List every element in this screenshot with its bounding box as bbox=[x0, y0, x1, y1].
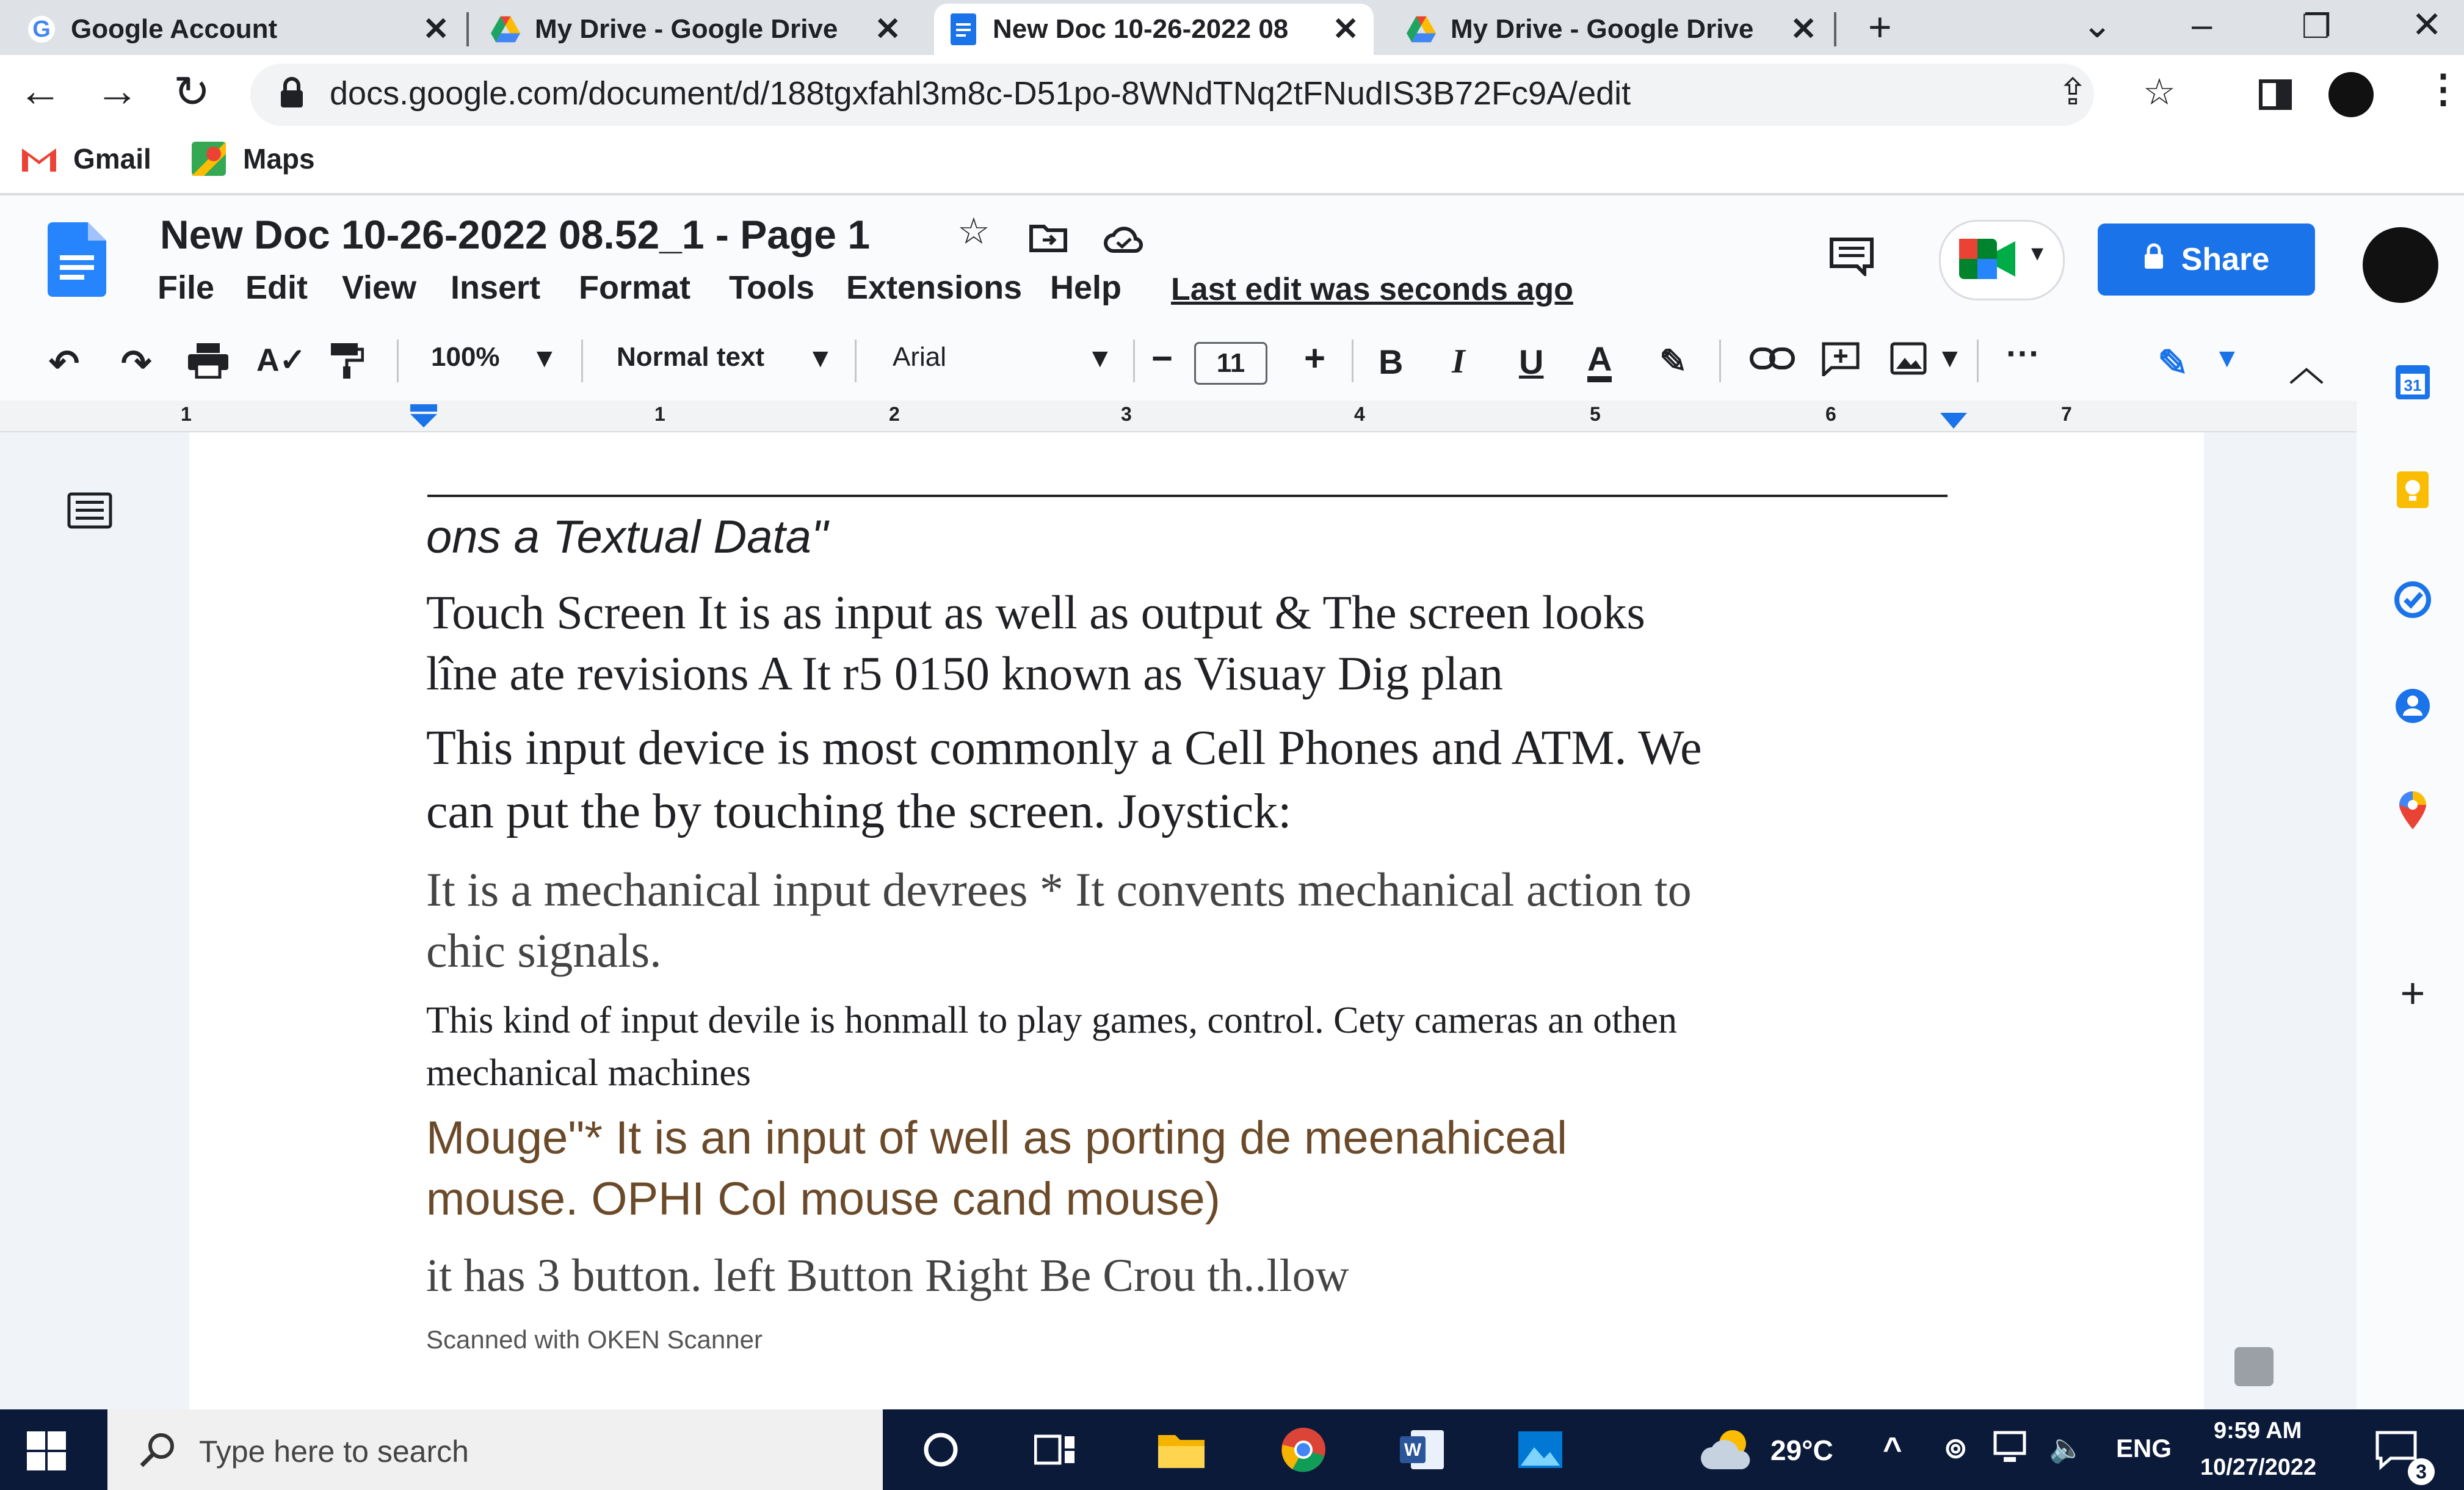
paragraph-line[interactable]: Mouge"* It is an input of well as porting de meenahiceal bbox=[426, 1112, 1567, 1164]
paragraph-line[interactable]: chic signals. bbox=[426, 924, 662, 977]
tasks-icon[interactable] bbox=[2393, 580, 2432, 619]
toolbar-divider bbox=[855, 340, 857, 382]
chrome-taskbar-icon[interactable] bbox=[1276, 1424, 1331, 1475]
hide-menus-chevron-up-icon[interactable]: ︿ bbox=[2289, 349, 2324, 388]
forward-arrow-icon[interactable]: → bbox=[95, 67, 139, 115]
decrease-font-size-button[interactable]: − bbox=[1151, 338, 1173, 379]
bookmark-star-icon[interactable]: ☆ bbox=[2143, 71, 2176, 112]
ruler-number: 6 bbox=[1825, 403, 1836, 425]
paragraph-style-select[interactable]: Normal text bbox=[617, 342, 765, 372]
menu-file[interactable]: File bbox=[158, 269, 215, 306]
gmail-icon bbox=[22, 142, 56, 176]
ruler-number: 4 bbox=[1354, 403, 1365, 425]
bold-button[interactable]: B bbox=[1379, 343, 1404, 381]
search-placeholder: Type here to search bbox=[199, 1434, 469, 1469]
chevron-down-icon[interactable]: ▼ bbox=[1937, 343, 1963, 373]
redo-icon[interactable]: ↷ bbox=[121, 343, 152, 383]
toolbar-divider bbox=[1352, 340, 1353, 382]
clock-time[interactable]: 9:59 AM bbox=[2214, 1418, 2302, 1444]
svg-text:G: G bbox=[32, 16, 51, 42]
paragraph-line[interactable]: can put the by touching the screen. Joystick: bbox=[426, 785, 1292, 838]
insert-link-icon[interactable] bbox=[1750, 342, 1795, 379]
ruler bbox=[0, 401, 2357, 432]
cortana-icon[interactable] bbox=[913, 1424, 968, 1475]
windows-taskbar bbox=[0, 1409, 2464, 1490]
tray-chevron-up-icon[interactable]: ^ bbox=[1883, 1431, 1902, 1467]
paragraph-line[interactable]: Touch Screen It is as input as well as output & The screen looks bbox=[426, 586, 1645, 639]
close-tab-icon[interactable]: ✕ bbox=[1790, 12, 1817, 47]
meet-icon bbox=[1959, 239, 2018, 282]
share-label: Share bbox=[2181, 242, 2270, 277]
svg-text:W: W bbox=[1404, 1440, 1422, 1460]
increase-font-size-button[interactable]: + bbox=[1304, 338, 1326, 379]
indent-marker-icon[interactable] bbox=[408, 403, 440, 432]
omnibox[interactable] bbox=[250, 64, 2176, 126]
clock-date[interactable]: 10/27/2022 bbox=[2200, 1455, 2317, 1480]
font-select[interactable]: Arial bbox=[893, 342, 947, 372]
bookmark-maps[interactable] bbox=[192, 142, 315, 176]
close-tab-icon[interactable]: ✕ bbox=[874, 12, 901, 47]
paragraph-line[interactable]: it has 3 button. left Button Right Be Crou th..llow bbox=[426, 1250, 1349, 1301]
contacts-icon[interactable] bbox=[2393, 686, 2432, 725]
profile-avatar[interactable] bbox=[2328, 72, 2374, 117]
menu-help[interactable]: Help bbox=[1050, 269, 1122, 306]
back-arrow-icon[interactable]: ← bbox=[18, 67, 62, 115]
spellcheck-icon[interactable]: A✓ bbox=[256, 343, 306, 378]
menu-insert[interactable]: Insert bbox=[451, 269, 541, 306]
ruler-number: 1 bbox=[654, 403, 665, 425]
address-bar-row bbox=[0, 55, 2464, 134]
comments-icon[interactable] bbox=[1829, 237, 1874, 276]
menu-format[interactable]: Format bbox=[579, 269, 691, 306]
bookmark-label: Gmail bbox=[73, 143, 151, 175]
add-addon-plus-icon[interactable]: + bbox=[2400, 969, 2426, 1017]
tab-separator bbox=[466, 12, 469, 46]
notification-badge: 3 bbox=[2408, 1458, 2435, 1485]
side-panel-icon[interactable] bbox=[2259, 79, 2292, 110]
formatting-toolbar bbox=[0, 324, 2357, 401]
undo-icon[interactable]: ↶ bbox=[49, 343, 80, 383]
google-g-icon bbox=[27, 15, 56, 44]
document-title[interactable]: New Doc 10-26-2022 08.52_1 - Page 1 bbox=[160, 212, 871, 257]
cloud-saved-icon[interactable] bbox=[1104, 220, 1144, 262]
italic-button[interactable]: I bbox=[1452, 343, 1465, 380]
maps-pin-icon[interactable] bbox=[2393, 791, 2432, 830]
chevron-down-icon[interactable]: ▼ bbox=[807, 343, 834, 373]
close-tab-icon[interactable]: ✕ bbox=[1332, 12, 1359, 47]
tab-my-drive-2[interactable] bbox=[1392, 4, 1832, 55]
ruler-number: 1 bbox=[181, 403, 192, 425]
share-button[interactable] bbox=[2098, 223, 2315, 296]
insert-image-icon[interactable] bbox=[1890, 342, 1927, 383]
menu-edit[interactable]: Edit bbox=[245, 269, 308, 306]
move-folder-icon[interactable] bbox=[1029, 219, 1067, 261]
tab-title: New Doc 10-26-2022 08 bbox=[993, 14, 1289, 44]
side-panel bbox=[2357, 324, 2464, 1409]
photos-taskbar-icon[interactable] bbox=[1513, 1424, 1568, 1475]
tab-google-account[interactable] bbox=[12, 4, 464, 55]
meet-button[interactable] bbox=[1939, 220, 2065, 300]
chevron-down-icon[interactable]: ▼ bbox=[2214, 343, 2241, 373]
menu-extensions[interactable]: Extensions bbox=[846, 269, 1023, 306]
paragraph-line[interactable]: lîne ate revisions A It r5 0150 known as Visuay Dig plan bbox=[426, 647, 1503, 700]
lock-icon[interactable] bbox=[280, 77, 304, 112]
ruler-number: 7 bbox=[2061, 403, 2072, 425]
horizontal-rule bbox=[427, 495, 1948, 497]
paragraph-line[interactable]: mechanical machines bbox=[426, 1052, 751, 1094]
toolbar-divider bbox=[1977, 340, 1979, 382]
tab-title: My Drive - Google Drive bbox=[535, 14, 838, 44]
editing-mode-pencil-icon[interactable]: ✎ bbox=[2158, 343, 2189, 383]
toolbar-divider bbox=[1719, 340, 1721, 382]
paragraph-line[interactable]: This kind of input devile is honmall to play games, control. Cety cameras an othen bbox=[426, 1000, 1677, 1041]
drive-icon bbox=[1407, 15, 1436, 44]
location-icon[interactable]: ⊚ bbox=[1944, 1432, 1968, 1464]
highlight-pen-icon[interactable]: ✎ bbox=[1659, 343, 1687, 380]
volume-icon[interactable]: 🔈 bbox=[2049, 1432, 2084, 1464]
menu-tools[interactable]: Tools bbox=[729, 269, 814, 306]
last-edit-link[interactable]: Last edit was seconds ago bbox=[1171, 272, 1573, 307]
tab-title: Google Account bbox=[71, 14, 278, 44]
bookmark-label: Maps bbox=[243, 143, 315, 175]
restore-button[interactable]: ❐ bbox=[2302, 9, 2332, 45]
new-tab-button[interactable]: + bbox=[1868, 4, 1892, 49]
tab-separator bbox=[1834, 12, 1836, 46]
calendar-icon[interactable] bbox=[2393, 363, 2432, 402]
chrome-menu-icon[interactable]: ⋮ bbox=[2424, 67, 2463, 111]
search-icon bbox=[138, 1430, 177, 1472]
input-language[interactable]: ENG bbox=[2116, 1434, 2172, 1463]
paint-format-icon[interactable] bbox=[330, 342, 364, 388]
star-icon[interactable]: ☆ bbox=[957, 211, 990, 252]
paragraph-line[interactable]: This input device is most commonly a Cell Phones and ATM. We bbox=[426, 721, 1702, 775]
chevron-down-icon: ▾ bbox=[2031, 239, 2044, 266]
print-icon[interactable] bbox=[187, 342, 230, 387]
ruler-number: 3 bbox=[1121, 403, 1132, 425]
bookmark-gmail[interactable] bbox=[22, 142, 151, 176]
bookmarks-bar bbox=[0, 134, 2464, 189]
minimize-button[interactable]: – bbox=[2192, 4, 2212, 45]
browser-tab-strip bbox=[0, 0, 2464, 55]
docs-logo-icon[interactable] bbox=[48, 222, 106, 300]
drive-icon bbox=[491, 15, 520, 44]
network-icon[interactable] bbox=[1993, 1430, 2032, 1471]
toolbar-divider bbox=[1133, 340, 1135, 382]
underline-button[interactable]: U bbox=[1519, 343, 1544, 381]
windows-start-icon[interactable] bbox=[27, 1431, 66, 1474]
file-explorer-icon[interactable] bbox=[1154, 1424, 1209, 1475]
menu-view[interactable]: View bbox=[342, 269, 417, 306]
lock-icon bbox=[2143, 241, 2164, 278]
maps-icon bbox=[192, 142, 226, 176]
toolbar-divider bbox=[581, 340, 583, 382]
right-indent-marker-icon[interactable] bbox=[1940, 413, 1967, 433]
weather-cloud-icon[interactable] bbox=[1698, 1426, 1757, 1474]
document-outline-icon[interactable] bbox=[67, 492, 112, 529]
scanner-watermark-text: Scanned with OKEN Scanner bbox=[426, 1325, 763, 1354]
svg-text:31: 31 bbox=[2404, 376, 2422, 394]
text-color-button[interactable]: A bbox=[1587, 342, 1612, 382]
account-avatar[interactable] bbox=[2363, 227, 2438, 303]
paragraph-line[interactable]: It is a mechanical input devrees * It convents mechanical action to bbox=[426, 863, 1692, 916]
toolbar-divider bbox=[397, 340, 399, 382]
tab-search-chevron-icon[interactable]: ⌄ bbox=[2082, 4, 2113, 45]
explore-icon[interactable] bbox=[2234, 1347, 2274, 1386]
chevron-down-icon[interactable]: ▼ bbox=[531, 343, 558, 373]
docs-header bbox=[0, 195, 2464, 324]
more-options-button[interactable]: ··· bbox=[2006, 334, 2040, 372]
reload-icon[interactable]: ↻ bbox=[173, 68, 211, 117]
ruler-number: 5 bbox=[1590, 403, 1601, 425]
tab-new-doc[interactable] bbox=[934, 4, 1374, 55]
docs-icon bbox=[949, 15, 978, 44]
word-taskbar-icon[interactable] bbox=[1394, 1424, 1449, 1475]
url-text[interactable]: docs.google.com/document/d/188tgxfahl3m8c-D51po-8WNdTNq2tFNudIS3B72Fc9A/edit bbox=[330, 75, 1631, 112]
font-size-input[interactable]: 11 bbox=[1194, 342, 1267, 385]
close-window-button[interactable]: ✕ bbox=[2411, 4, 2443, 45]
tab-title: My Drive - Google Drive bbox=[1451, 14, 1754, 44]
keep-icon[interactable] bbox=[2393, 470, 2432, 509]
taskbar-search-box[interactable] bbox=[107, 1409, 883, 1490]
add-comment-icon[interactable] bbox=[1822, 342, 1860, 384]
ruler-number: 2 bbox=[889, 403, 900, 425]
document-heading-fragment[interactable]: ons a Textual Data" bbox=[426, 511, 828, 563]
chevron-down-icon[interactable]: ▼ bbox=[1087, 343, 1114, 373]
zoom-select[interactable]: 100% bbox=[431, 342, 500, 372]
share-page-icon[interactable]: ⇪ bbox=[2057, 71, 2089, 112]
weather-temperature[interactable]: 29°C bbox=[1770, 1434, 1833, 1466]
close-tab-icon[interactable]: ✕ bbox=[422, 12, 449, 47]
paragraph-line[interactable]: mouse. OPHI Col mouse cand mouse) bbox=[426, 1173, 1220, 1225]
tab-my-drive-1[interactable] bbox=[476, 4, 916, 55]
task-view-icon[interactable] bbox=[1028, 1424, 1083, 1475]
